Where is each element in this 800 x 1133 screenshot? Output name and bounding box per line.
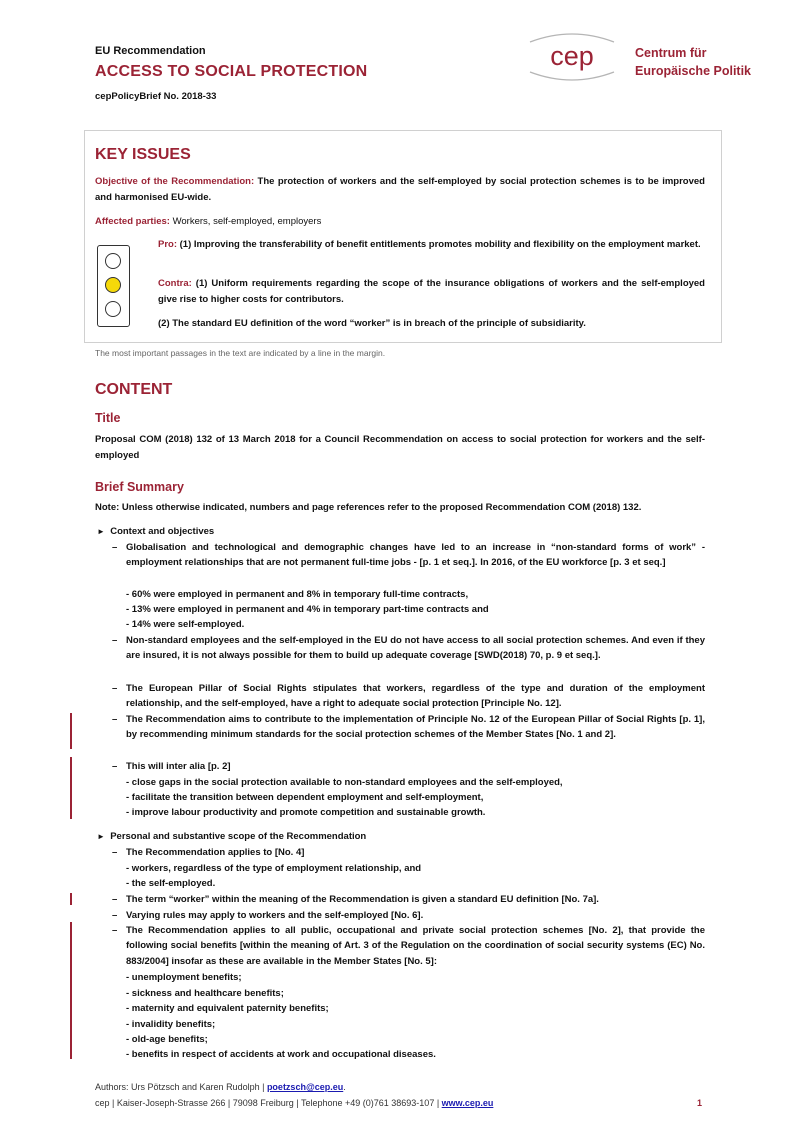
list-item-text: The Recommendation applies to [No. 4] bbox=[126, 847, 305, 858]
page-number: 1 bbox=[697, 1098, 703, 1108]
logo-wordmark: cep bbox=[550, 41, 594, 71]
objective-text: The protection of workers and the self-employed by social protection schemes is to be improved and harmonised EU-wide. bbox=[95, 176, 705, 203]
affected-text: Workers, self-employed, employers bbox=[169, 216, 322, 227]
sub-item: - maternity and equivalent paternity benefits; bbox=[126, 1003, 329, 1014]
dash-bullet: – bbox=[112, 635, 118, 646]
list-item bbox=[112, 923, 705, 969]
list-item-text: The Recommendation applies to all public, occupational and private social protection schemes [No. 2], that provide the following social benefits [within the meaning of Art. 3 of the Regulation on the coordination of social security systems (EC) No. 883/2004] insofar as these are available in the Member States [No. 5]: bbox=[126, 925, 705, 967]
website-link[interactable]: www.cep.eu bbox=[441, 1098, 494, 1108]
list-item-text: The Recommendation aims to contribute to the implementation of Principle No. 12 of the European Pillar of Social Rights [p. 1], by recommending minimum standards for the social protection schemes of the Member States [No. 1 and 2]. bbox=[126, 714, 705, 741]
sub-item: - 14% were self-employed. bbox=[126, 619, 245, 630]
pro-label: Pro: bbox=[158, 239, 177, 250]
list-item-text: Non-standard employees and the self-employed in the EU do not have access to all social protection schemes. And even if they are insured, it is not always possible for them to build up adequate coverage [SWD(2018) 70, p. 9 et seq.]. bbox=[126, 635, 705, 662]
sub-item: - facilitate the transition between dependent employment and self-employment, bbox=[126, 792, 484, 803]
dash-bullet: – bbox=[112, 714, 118, 725]
title-heading: Title bbox=[95, 411, 121, 425]
list-item bbox=[112, 712, 705, 743]
brief-number: cepPolicyBrief No. 2018-33 bbox=[95, 91, 217, 102]
section-2-heading bbox=[97, 829, 366, 844]
authors-text: Authors: Urs Pötzsch and Karen Rudolph | bbox=[95, 1082, 267, 1092]
list-item bbox=[112, 633, 705, 664]
list-item bbox=[112, 892, 705, 907]
dash-bullet: – bbox=[112, 894, 118, 905]
triangle-bullet-icon: ► bbox=[97, 832, 105, 841]
margin-bar bbox=[70, 757, 72, 819]
summary-heading: Brief Summary bbox=[95, 480, 184, 494]
affected-label: Affected parties: bbox=[95, 216, 170, 227]
margin-bar bbox=[70, 893, 72, 905]
address-text: cep | Kaiser-Joseph-Strasse 266 | 79098 Freiburg | Telephone +49 (0)761 38693-107 | bbox=[95, 1098, 442, 1108]
sub-item: - 13% were employed in permanent and 4% in temporary part-time contracts and bbox=[126, 604, 489, 615]
dash-bullet: – bbox=[112, 910, 118, 921]
sub-item: - workers, regardless of the type of employment relationship, and bbox=[126, 863, 422, 874]
dash-bullet: – bbox=[112, 683, 118, 694]
list-item-text: Varying rules may apply to workers and the self-employed [No. 6]. bbox=[126, 910, 424, 921]
list-item bbox=[112, 845, 705, 860]
list-item bbox=[112, 908, 705, 923]
red-light bbox=[105, 253, 121, 269]
footer-authors bbox=[95, 1082, 346, 1092]
dash-bullet: – bbox=[112, 761, 118, 772]
list-item bbox=[112, 681, 705, 712]
list-item-text: This will inter alia [p. 2] bbox=[126, 761, 231, 772]
sub-item: - the self-employed. bbox=[126, 878, 216, 889]
sub-item: - invalidity benefits; bbox=[126, 1019, 216, 1030]
pro-paragraph bbox=[158, 237, 705, 253]
dash-bullet: – bbox=[112, 925, 118, 936]
list-item-text: Globalisation and technological and demographic changes have led to an increase in “non-standard forms of work” - employment relationships that are not permanent full-time jobs - [p. 1 et seq.]. In 2016, of the EU workforce [p. 3 et seq.] bbox=[126, 542, 705, 569]
footer-address bbox=[95, 1098, 493, 1108]
green-light bbox=[105, 301, 121, 317]
triangle-bullet-icon: ► bbox=[97, 527, 105, 536]
document-series: EU Recommendation bbox=[95, 45, 206, 57]
objective-paragraph bbox=[95, 174, 705, 206]
email-end: . bbox=[343, 1082, 346, 1092]
sub-item: - unemployment benefits; bbox=[126, 972, 242, 983]
contra-paragraph bbox=[158, 276, 705, 308]
section-1-heading bbox=[97, 524, 214, 539]
document-title: ACCESS TO SOCIAL PROTECTION bbox=[95, 63, 368, 80]
objective-label: Objective of the Recommendation: bbox=[95, 176, 255, 187]
section-1-heading-text: Context and objectives bbox=[110, 526, 215, 537]
margin-bar bbox=[70, 922, 72, 1059]
author-email-link[interactable]: poetzsch@cep.eu bbox=[266, 1082, 344, 1092]
dash-bullet: – bbox=[112, 847, 118, 858]
contra-text: (1) Uniform requirements regarding the scope of the insurance obligations of workers and the self-employed give rise to higher costs for contributors. bbox=[158, 278, 705, 305]
sub-item: - sickness and healthcare benefits; bbox=[126, 988, 284, 999]
section-2-heading-text: Personal and substantive scope of the Recommendation bbox=[110, 831, 367, 842]
org-line-2: Europäische Politik bbox=[635, 64, 752, 78]
affected-paragraph bbox=[95, 214, 705, 230]
content-heading: CONTENT bbox=[95, 381, 173, 398]
margin-note: The most important passages in the text are indicated by a line in the margin. bbox=[95, 348, 386, 358]
amber-light bbox=[105, 277, 121, 293]
summary-note: Note: Unless otherwise indicated, numbers and page references refer to the proposed Recommendation COM (2018) 132. bbox=[95, 502, 642, 513]
organisation-name bbox=[635, 44, 751, 80]
margin-bar bbox=[70, 713, 72, 749]
sub-item: - old-age benefits; bbox=[126, 1034, 208, 1045]
list-item bbox=[112, 540, 705, 571]
dash-bullet: – bbox=[112, 542, 118, 553]
sub-item: - close gaps in the social protection available to non-standard employees and the self-employed, bbox=[126, 777, 563, 788]
cep-logo bbox=[522, 28, 622, 84]
sub-item: - benefits in respect of accidents at work and occupational diseases. bbox=[126, 1049, 436, 1060]
sub-item: - 60% were employed in permanent and 8% in temporary full-time contracts, bbox=[126, 589, 469, 600]
contra-2-paragraph: (2) The standard EU definition of the word “worker” is in breach of the principle of subsidiarity. bbox=[158, 318, 586, 329]
pro-text: (1) Improving the transferability of benefit entitlements promotes mobility and flexibility on the employment market. bbox=[177, 239, 701, 250]
list-item-text: The term “worker” within the meaning of the Recommendation is given a standard EU definition [No. 7a]. bbox=[126, 894, 599, 905]
list-item bbox=[112, 759, 705, 774]
traffic-light-icon bbox=[97, 245, 130, 327]
key-issues-title: KEY ISSUES bbox=[95, 146, 191, 163]
sub-item: - improve labour productivity and promote competition and sustainable growth. bbox=[126, 807, 486, 818]
title-text: Proposal COM (2018) 132 of 13 March 2018 for a Council Recommendation on access to social protection for workers and the self-employed bbox=[95, 434, 705, 461]
list-item-text: The European Pillar of Social Rights stipulates that workers, regardless of the type and duration of the employment relationship, and the self-employed, have a right to adequate social protection [Principle No. 12]. bbox=[126, 683, 705, 710]
org-line-1: Centrum für bbox=[635, 46, 707, 60]
contra-label: Contra: bbox=[158, 278, 192, 289]
